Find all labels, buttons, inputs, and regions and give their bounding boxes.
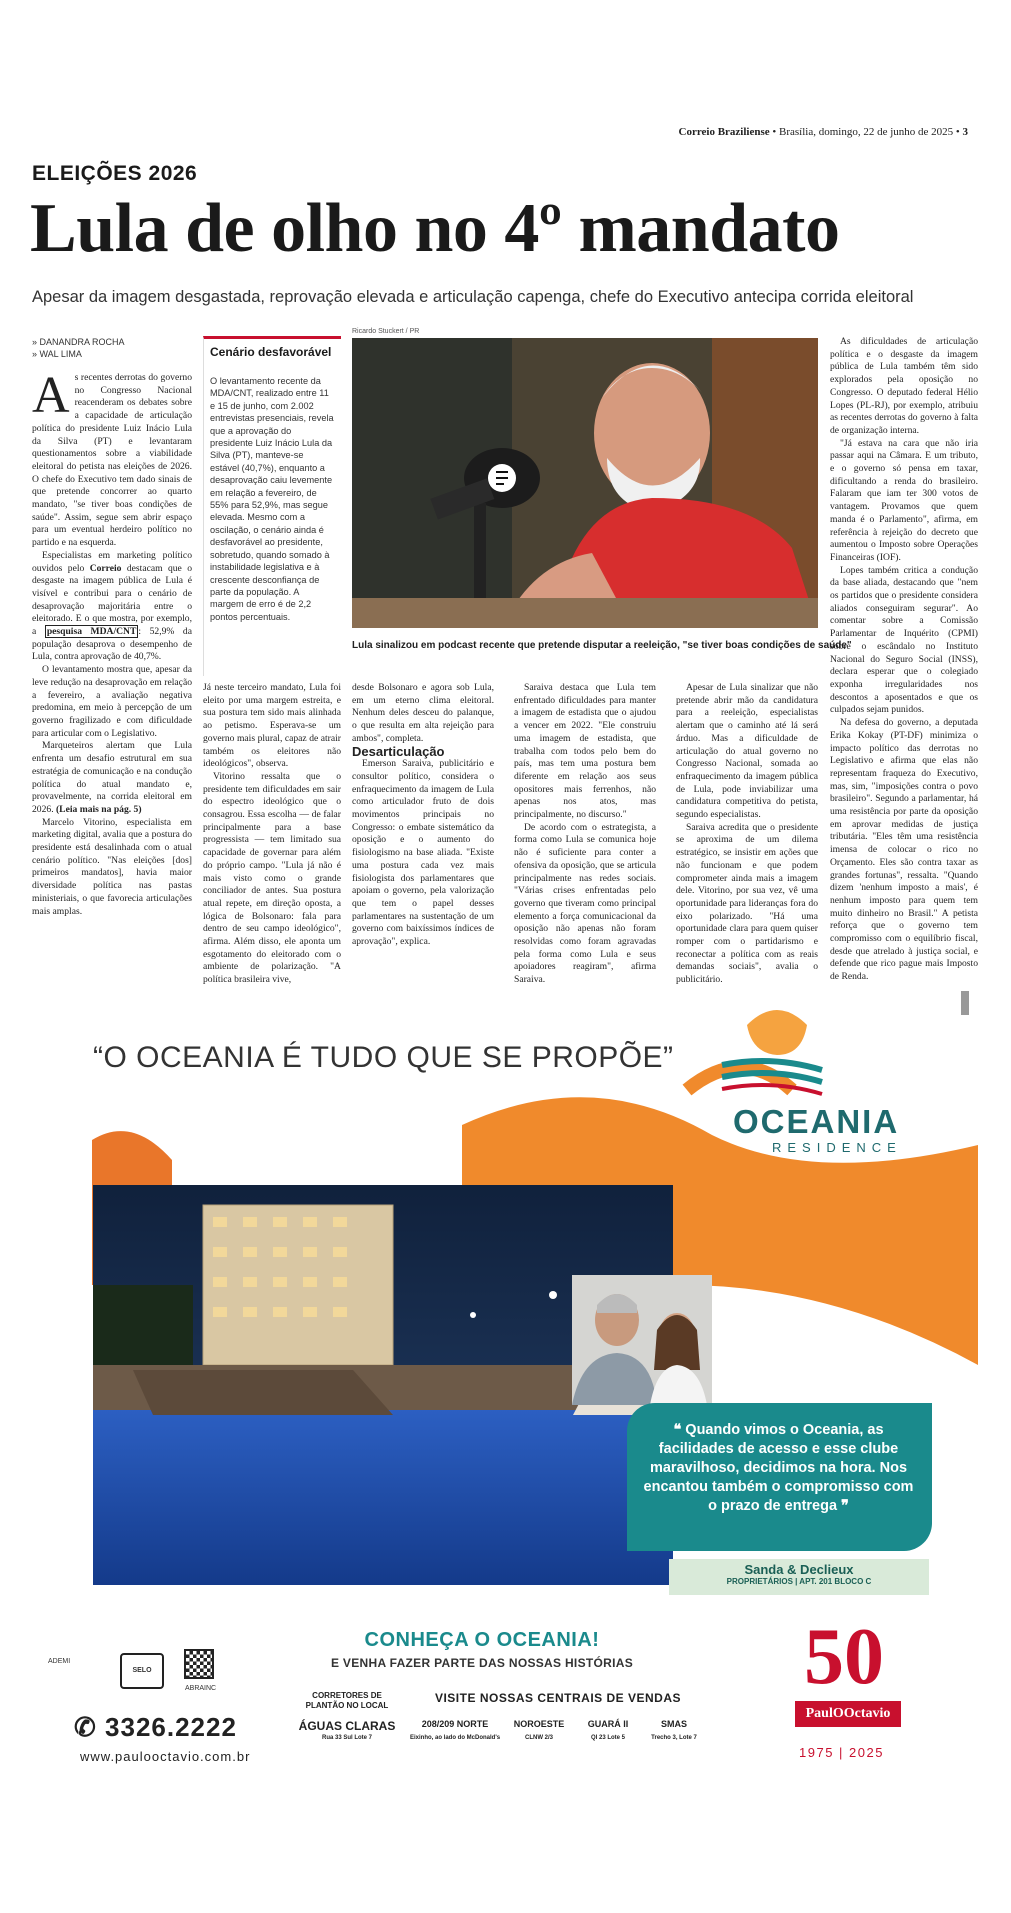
byline-1: » DANANDRA ROCHA [32, 337, 125, 347]
sidebar-box [203, 336, 341, 676]
section-kicker: ELEIÇÕES 2026 [32, 162, 198, 185]
selo-badge: SELO [120, 1653, 164, 1689]
ad-call-to-action: CONHEÇA O OCEANIA! E VENHA FAZER PARTE DAS NOSSAS HISTÓRIAS [330, 1629, 634, 1670]
byline-2: » WAL LIMA [32, 349, 82, 359]
article-column-3 [352, 682, 494, 972]
location-name: NOROESTE [513, 1719, 565, 1729]
location-address: CLNW 2/3 [524, 1735, 553, 1741]
paragraph: Emerson Saraiva, publicitário e consultor político, considera o enfraquecimento da imagem de Lula como articulador fruto de dois movimentos principais no Congresso: o embate sistemático da oposição e o aumento do fisiologismo na base aliada. "Existe uma postura cada vez mais fisiologista dos parlamentares que apoiam o governo, pela valorização que tem o papel desses parlamentares na sustentação de um governo com baixíssimos índices de aprovação", explica. [352, 758, 494, 948]
paragraph: Saraiva acredita que o presidente se aproxima de um dilema estratégico, se insistir em ações que não funcionam e que podem comprometer ainda mais a imagem dele. Vitorino, por sua vez, vê uma oportunidade para lideranças fora do eixo polarizado. "Há uma oportunidade clara para quem quiser romper com o partidarismo e reconectar a política com as reais demandas sociais", avalia o publicitário. [676, 821, 818, 986]
quote-close-icon: ❞ [837, 1498, 849, 1514]
phone-number[interactable]: ✆ 3326.2222 [74, 1712, 237, 1742]
paragraph: Vitorino ressalta que o presidente tem dificuldades em sair do espectro ideológico que o consagrou. Essa escolha — de falar principalmente para a base progressista — tem limitado sua capacidade de governar para além do próprio campo. "Lula já não é mais visto como o grande conciliador de antes. Sua postura atual repete, em direção oposta, a lógica de Bolsonaro: fala para dentro de seu campo ideológico", afirma. Além disso, ele aponta um esgotamento do eleitorado com o ambiente de polarização. "A política brasileira vive, [203, 770, 341, 986]
ad-quote: “O OCEANIA É TUDO QUE SE PROPÕE” [93, 1041, 674, 1074]
testimonial-names: Sanda & Declieux PROPRIETÁRIOS | APT. 201 BLOCO C [669, 1559, 929, 1595]
lula-photo [352, 338, 818, 628]
masthead [679, 126, 969, 138]
visit-label: VISITE NOSSAS CENTRAIS DE VENDAS [434, 1691, 682, 1705]
subhead: Desarticulação [352, 743, 445, 759]
location-name: SMAS [660, 1719, 687, 1729]
lula-podcast-illustration [352, 338, 818, 628]
qr-code[interactable] [184, 1649, 214, 1679]
paragraph: "Já estava na cara que não iria passar aqui na Câmara. E um tributo, e o governo só pensa em taxar, dificultando a renda do brasileiro. Falaram que iam ter 300 votos de vantagem. Provamos que quem manda é o Parlamento", afirma, em referência à rejeição do decreto que aumentou o Imposto sobre Operações Financeiras (IOF). [830, 437, 978, 563]
article-column-5 [676, 682, 818, 986]
testimonial-quote: ❝ Quando vimos o Oceania, as facilidades de acesso e esse clube maravilhoso, decidimos na hora. Nos encantou também o compromisso com o prazo de entrega ❞ [627, 1403, 932, 1551]
paragraph: O levantamento mostra que, apesar da leve redução na desaprovação em relação a fevereiro, a avaliação negativa predomina, em meio à percepção de um governo fragilizado e com dificuldade para articular com o Legislativo. [32, 664, 192, 739]
location-address: Eixinho, ao lado do McDonald's [410, 1735, 501, 1741]
article-column-1: As recentes derrotas do governo no Congresso Nacional reacenderam os debates sobre a capacidade de articulação política do presidente Luiz Inácio Lula da Silva (PT) e levantaram questionamentos sobre a viabilidade eleitoral do petista nas eleições de 2026. O chefe do Executivo tem dado sinais de que pretende concorrer ao quarto mandato, "se tiver boas condições de saúde". Assim, segue sem abrir espaço para um eventual herdeiro político no partido e na esquerda. Especialistas em marketing político ouvidos pelo Correio destacam que o desgaste na imagem pública de Lula é visível e contribui para o cenário de desaprovação majoritária entre o eleitorado. E o que mostra, por exemplo, a pesquisa MDA/CNT : 52,9% da população desaprova o desempenho de Lula, contra aprovação de 40,7%. O levantamento mostra que, apesar da leve redução na desaprovação em relação a fevereiro, a avaliação negativa predomina, em meio à percepção de um governo fragilizado e com dificuldade para articular com o Legislativo. Marqueteiros alertam que Lula enfrenta um desafio estrutural em sua estratégia de comunicação e na condução política do atual mandato e, provavelmente, na corrida eleitoral em 2026. (Leia mais na pág. 5) Marcelo Vitorino, especialista em marketing digital, avalia que a postura do presidente está desalinhada com o atual cenário político. "Nas eleições [dos] primeiros mandatos], havia maior diversidade política nas pastas ministeriais, o que favorecia articulações mais amplas. [32, 367, 192, 917]
paragraph: Saraiva destaca que Lula tem enfrentado dificuldades para manter a imagem de estadista que o ajudou a vencer em 2022. "Ele construiu uma imagem de estadista, que trabalha com todos pelo bem do país, mas tem uma postura bem diferente em relação aos seus opositores mais ferrenhos, não apenas nos atos, mas principalmente, no discurso." [514, 682, 656, 821]
paragraph: De acordo com o estrategista, a forma como Lula se comunica hoje não é suficiente para conter a ofensiva da oposição, que se articula principalmente nas redes sociais. "Várias crises enfrentadas pelo governo que tiveram como principal elemento a força comunicacional da oposição não apenas não foram resolvidas como foram agravadas pela forma como Lula e seus apoiadores reagiram", afirma Saraiva. [514, 821, 656, 986]
paragraph: s recentes derrotas do governo no Congresso Nacional reacenderam os debates sobre a capacidade de articulação política do presidente Luiz Inácio Lula da Silva (PT) e levantaram questionamentos sobre a viabilidade eleitoral do petista nas eleições de 2026. O chefe do Executivo tem dado sinais de que pretende concorrer ao quarto mandato, "se tiver boas condições de saúde". Assim, segue sem abrir espaço para um eventual herdeiro político no partido e na esquerda. [32, 372, 192, 549]
location-address: QI 23 Lote 5 [590, 1735, 625, 1741]
box-text: O levantamento recente da MDA/CNT, realizado entre 11 e 15 de junho, com 2.002 entrevistas presenciais, revela que a aprovação do presidente Luiz Inácio Lula da Silva (PT), manteve-se estável (40,7%), enquanto a desaprovação caiu levemente em relação a fevereiro, de 55% para 52,9%, mas segue elevada. Mesmo com a oscilação, o cenário ainda é desfavorável ao presidente, sobretudo, quando somado à instabilidade legislativa e à crescente desconfiança de parte da população. A margem de erro é de 2,2 pontos percentuais. [210, 376, 334, 622]
paragraph: As dificuldades de articulação política e o desgaste da imagem pública de Lula também têm sido explorados pela oposição no Congresso. O deputado federal Hélio Lopes (PL-RJ), por exemplo, atribuiu as recentes derrotas do governo à falta de organização interna. [830, 336, 978, 436]
location-name: GUARÁ II [587, 1719, 629, 1729]
oceania-advertisement [32, 985, 978, 1882]
paper-name: Correio Braziliense [678, 126, 770, 138]
box-title: Cenário desfavorável [210, 345, 332, 359]
paragraph: Lopes também critica a condução da base aliada, destacando que "nem os partidos que o presidente considera aliados conseguiram segurar". Ao comentar sobre a Comissão Parlamentar de Inquérito (CPMI) sobre o escândalo no Instituto Nacional do Seguro Social (INSS), declara esperar que o colegiado exponha irregularidades nos descontos a aposentados e que os culpados sejam punidos. [830, 564, 978, 716]
fifty-years-logo: 50 [804, 1613, 884, 1701]
paragraph: Já neste terceiro mandato, Lula foi eleito por uma margem estreita, e sua postura tem sido mais alinhada ao petismo. Esperava-se um governo mais plural, capaz de atrair também os eleitores não ideológicos", observa. [203, 682, 341, 770]
photo-caption: Lula sinalizou em podcast recente que pretende disputar a reeleição, "se tiver boas condições de saúde" [352, 640, 852, 651]
quote-open-icon: ❝ [673, 1422, 686, 1438]
location-name: 208/209 NORTE [421, 1719, 489, 1729]
paulooctavio-logo: PaulOOctavio [795, 1701, 901, 1727]
oceania-logo: OCEANIA [733, 1103, 900, 1140]
ademi-logo: ADEMI [48, 1658, 71, 1665]
paragraph: desde Bolsonaro e agora sob Lula, em um eterno clima eleitoral. Nenhum deles desceu do palanque, o que resulta em alta rejeição para ambos", completa. [352, 682, 494, 744]
location-address: Trecho 3, Lote 7 [651, 1735, 697, 1741]
location-address: Rua 33 Sul Lote 7 [321, 1735, 372, 1741]
oceania-logo-sub: RESIDENCE [772, 1140, 902, 1155]
read-more-ref: (Leia mais na pág. 5) [55, 803, 142, 815]
location-name: ÁGUAS CLARAS [298, 1719, 396, 1733]
couple-photo [572, 1275, 712, 1405]
abrainc-logo: ABRAINC [185, 1685, 217, 1692]
page-number: 3 [962, 126, 968, 138]
paragraph: Apesar de Lula sinalizar que não pretende abrir mão da candidatura para a reeleição, especialistas alertam que o caminho até lá será árduo. Mas a dificuldade de articulação do atual governo no Congresso Nacional, somada ao enfraquecimento da imagem pública de Lula, pode inviabilizar uma candidatura competitiva do petista, segundo especialistas. [676, 682, 818, 821]
whatsapp-icon: ✆ [74, 1712, 97, 1742]
deck: Apesar da imagem desgastada, reprovação elevada e articulação capenga, chefe do Executivo antecipa corrida eleitoral [32, 288, 914, 306]
drop-cap: A [32, 367, 70, 424]
article-column-4 [514, 682, 656, 986]
survey-link: pesquisa MDA/CNT [46, 626, 137, 638]
article-column-2 [203, 682, 341, 986]
paragraph: Na defesa do governo, a deputada Erika Kokay (PT-DF) minimiza o impacto político das derrotas no Legislativo e afirma que elas não representam fraqueza do Executivo, mas, sim, "imposições contra o povo brasileiro". Segundo a parlamentar, há uma resistência por parte da oposição em aprovar medidas de justiça tributária. "Eles têm uma resistência imensa de colocar o rico no Orçamento. Eles são contra taxar as grandes fortunas", ressalta. "Quando dizem 'nenhum imposto a mais', é nenhum imposto para quem tem muito dinheiro no Brasil." A petista reforça que o governo tem compromisso com o equilíbrio fiscal, desde que atrelado à justiça social, e defende que rico pague mais Imposto de Renda. [830, 717, 978, 983]
paragraph: Marcelo Vitorino, especialista em marketing digital, avalia que a postura do presidente está desalinhada com o atual cenário político. "Nas eleições [dos] primeiros mandatos], havia maior diversidade política nas pastas ministeriais, o que favorecia articulações mais amplas. [32, 816, 192, 917]
dateline: • Brasília, domingo, 22 de junho de 2025 • [772, 126, 960, 138]
website-link[interactable]: www.paulooctavio.com.br [80, 1749, 251, 1764]
anniversary-years: 1975 | 2025 [799, 1745, 884, 1760]
headline: Lula de olho no 4º mandato [30, 190, 840, 267]
article-column-6 [830, 336, 978, 983]
brokers-label: CORRETORES DE PLANTÃO NO LOCAL [305, 1691, 389, 1710]
photo-credit: Ricardo Stuckert / PR [352, 328, 420, 335]
